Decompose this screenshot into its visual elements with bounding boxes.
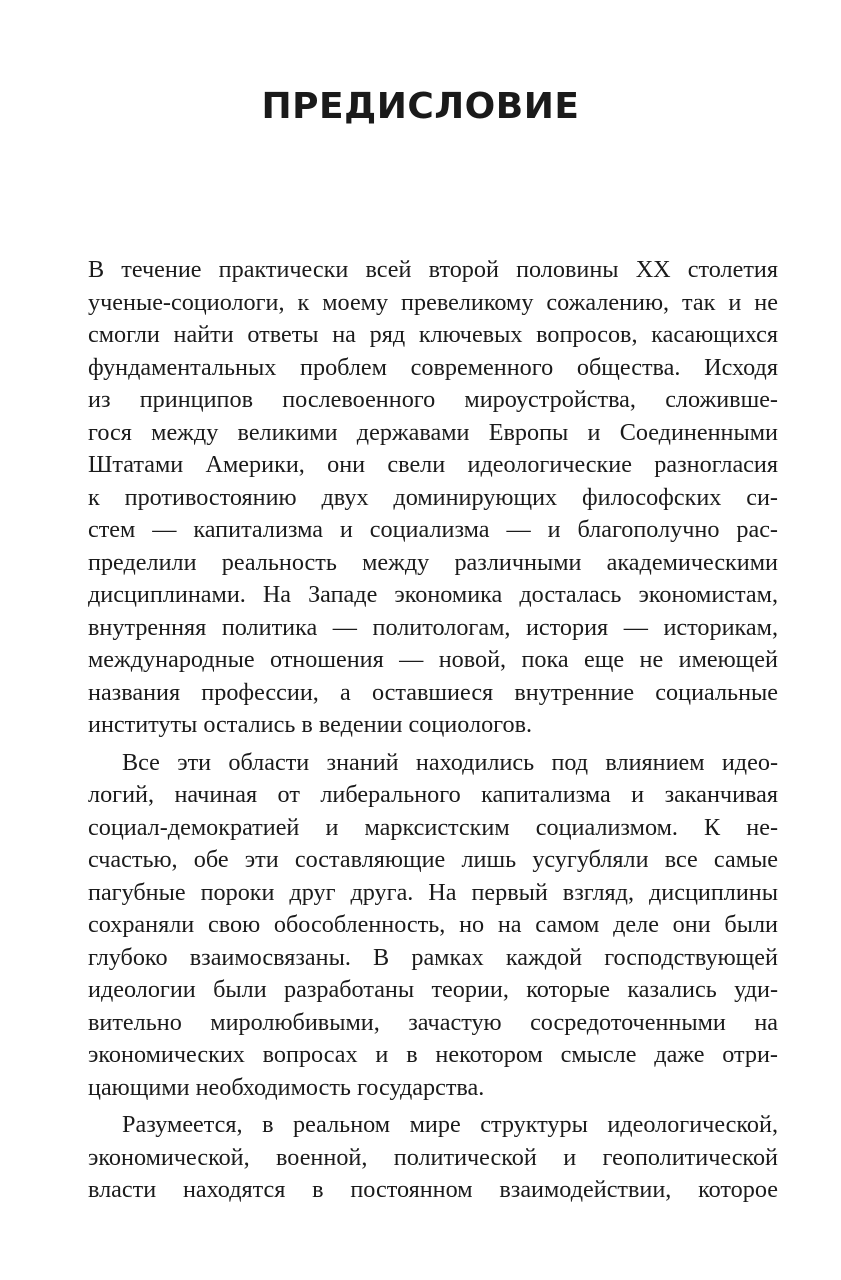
text-line: экономической, военной, политической и геополитической [88, 1143, 778, 1171]
text-line: идеологии были разработаны теории, которые казались уди- [88, 976, 778, 1003]
text-line: цающими необходимость государства. [88, 1073, 485, 1101]
text-line: из принципов послевоенного мироустройства, сложивше- [88, 386, 778, 413]
body-text [88, 254, 778, 1207]
paragraph-3 [88, 1109, 778, 1207]
text-line: институты остались в ведении социологов. [88, 711, 533, 738]
text-line: стем — капитализма и социализма — и благополучно рас- [88, 516, 778, 543]
text-line: смогли найти ответы на ряд ключевых вопросов, касающихся [88, 321, 778, 348]
text-line: экономических вопросах и в некотором смысле даже отри- [88, 1041, 778, 1068]
text-line: логий, начиная от либерального капитализма и заканчивая [88, 781, 778, 808]
text-line: вительно миролюбивыми, зачастую сосредоточенными на [88, 1008, 778, 1036]
text-line: к противостоянию двух доминирующих философских си- [88, 483, 778, 511]
page-title: ПРЕДИСЛОВИЕ [261, 86, 580, 127]
text-line: дисциплинами. На Западе экономика досталась экономистам, [88, 581, 778, 608]
text-line: сохраняли свою обособленность, но на самом деле они были [88, 911, 778, 938]
paragraph-2 [88, 747, 778, 1105]
text-line: власти находятся в постоянном взаимодействии, которое [88, 1176, 778, 1203]
text-line: фундаментальных проблем современного общества. Исходя [88, 353, 778, 381]
text-line: счастью, обе эти составляющие лишь усугубляли все самые [88, 846, 778, 873]
text-line: Все эти области знаний находились под влиянием идео- [122, 748, 778, 776]
paragraph-1 [88, 254, 778, 742]
text-line: глубоко взаимосвязаны. В рамках каждой господствующей [88, 943, 778, 971]
text-line: Разумеется, в реальном мире структуры идеологической, [122, 1111, 778, 1138]
text-line: названия профессии, а оставшиеся внутренние социальные [88, 678, 778, 706]
text-line: пагубные пороки друг друга. На первый взгляд, дисциплины [88, 878, 778, 906]
text-line: В течение практически всей второй половины XX столетия [88, 256, 778, 283]
text-line: ученые-социологи, к моему превеликому сожалению, так и не [88, 288, 778, 316]
text-line: социал-демократией и марксистским социализмом. К не- [88, 813, 778, 841]
text-line: внутренняя политика — политологам, история — историкам, [88, 613, 778, 641]
text-line: пределили реальность между различными академическими [88, 548, 778, 576]
text-line: Штатами Америки, они свели идеологические разногласия [88, 451, 778, 478]
text-line: гося между великими державами Европы и Соединенными [88, 418, 778, 446]
text-line: международные отношения — новой, пока еще не имеющей [88, 646, 778, 673]
